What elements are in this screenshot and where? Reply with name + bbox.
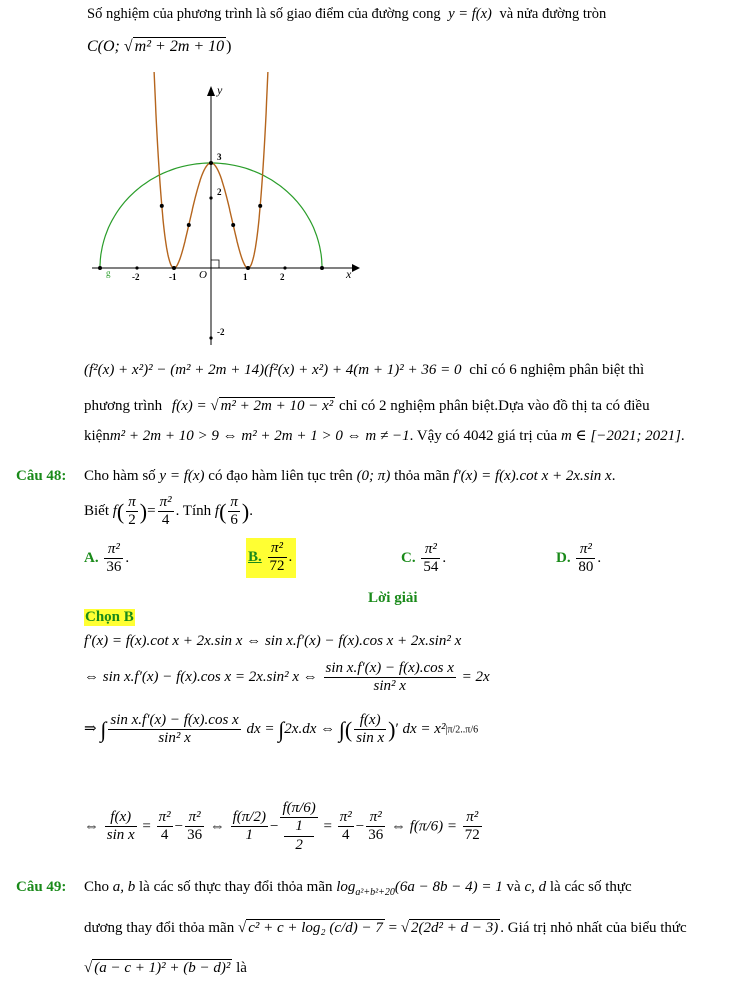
line2-head: phương trình	[84, 398, 163, 414]
line2-tail: chỉ có 2 nghiệm phân biệt.Dựa vào đồ thị ta có điều	[339, 398, 650, 414]
x-tick-label: 1	[243, 272, 248, 282]
graph-point	[172, 266, 176, 270]
line3-head: kiện	[84, 428, 110, 444]
q49-line-2: dương thay đổi thỏa mãn √ c² + c + log₂ (c/d) − 7 = √ 2(2d² + d − 3) . Giá trị nhỏ nhất của biểu thức	[84, 920, 687, 936]
equation: (f²(x) + x²)² − (m² + 2m + 14)(f²(x) + x²) + 4(m + 1)² + 36 = 0	[84, 362, 462, 378]
q48-interval: (0; π)	[356, 468, 391, 484]
y-tick-label: 3	[217, 152, 222, 162]
circle-radicand: m² + 2m + 10	[134, 38, 225, 55]
q49-line-3: √ (a − c + 1)² + (b − d)² là	[84, 960, 247, 976]
q48-ask: . Tính	[175, 503, 212, 520]
origin-label: O	[199, 269, 207, 281]
line3-end: .	[680, 428, 685, 444]
option-b-correct[interactable]: B. $\frac{\text{π²}}{72}$ .	[246, 538, 296, 578]
q48-text3: thỏa mãn	[394, 468, 450, 484]
intro-line-1	[87, 6, 606, 23]
y-axis-arrow	[207, 86, 215, 96]
y-tick-label: -2	[217, 327, 225, 337]
q48-function: y = f(x)	[159, 468, 205, 484]
circle-label: C(O;	[87, 38, 124, 55]
solution-step-2: ⇔ sin x.f′(x) − f(x).cos x = 2x.sin² x ⇔ $\frac{\text{sin x.f′(x) − f(x).cos x}}{\text{sin² x}}$ = 2x	[84, 660, 490, 695]
circle-close: )	[226, 38, 232, 55]
y-tick-label: 2	[217, 187, 222, 197]
graph-point	[160, 204, 164, 208]
q48-label: Câu 48:	[16, 468, 67, 484]
x-tick-mark	[283, 266, 286, 269]
graph-point	[258, 204, 262, 208]
function-graph	[80, 72, 380, 352]
intro-text: Số nghiệm của phương trình là số giao điểm của đường cong	[87, 6, 441, 22]
intro-tail: và nửa đường tròn	[499, 6, 607, 22]
graph-point	[320, 266, 324, 270]
option-d[interactable]: D. $\frac{\text{π²}}{80}$ .	[556, 541, 602, 576]
line3-set: m ∈ [−2021; 2021]	[560, 428, 681, 444]
q48-end: .	[611, 468, 616, 484]
y-axis-label: y	[217, 83, 223, 97]
right-angle-mark	[211, 260, 219, 268]
chosen-answer: Chọn B	[85, 609, 134, 625]
y-tick-mark	[209, 336, 212, 339]
q48-given: Biết f( $\frac{\pi}{2}$ )= $\frac{\text{π²}}{4}$ . Tính f( $\frac{\pi}{6}$ ).	[84, 494, 253, 529]
graph-point	[231, 223, 235, 227]
line3-mid: . Vậy có 4042 giá trị của	[409, 428, 558, 444]
q48-text2: có đạo hàm liên tục trên	[208, 468, 353, 484]
x-tick-label: 2	[280, 272, 285, 282]
line2-radicand: m² + 2m + 10 − x²	[220, 398, 334, 414]
line3-formula: m² + 2m + 10 > 9 ⇔ m² + 2m + 1 > 0 ⇔ m ≠ −1	[109, 428, 410, 444]
q48-text1: Cho hàm số	[84, 468, 156, 484]
reasoning-line-1	[84, 362, 644, 379]
graph-point	[209, 161, 213, 165]
line2-formula: f(x) =	[171, 398, 211, 414]
solution-step-3: ⇒ ∫ $\frac{\text{sin x.f′(x) − f(x).cos x}}{\text{sin² x}}$ dx = ∫2x.dx ⇔ ∫( $\frac{f(x)}{\text{sin x}}$ )′ dx = x²|π/2..π/6	[84, 712, 479, 747]
q48-know: Biết	[84, 503, 109, 520]
extra-label: g	[106, 268, 111, 278]
x-axis-arrow	[352, 264, 360, 272]
solution-step-4: ⇔ $\frac{f(x)}{\text{sin x}}$ = $\frac{\text{π²}}{4}$ − $\frac{\text{π²}}{36}$ ⇔ $\frac{f(\pi/2)}{1}$ − f(π/6) 1 2 = $\frac{\text{π²}}{4}$ − $\frac{\text{π²}}{36}$ ⇔ f(π/6) = $\frac{\text{π²}}{72}$	[84, 800, 480, 853]
x-tick-mark	[135, 266, 138, 269]
q49-line-1: Cho a, b là các số thực thay đổi thỏa mãn $\log_{a^2+b^2+20}(6a - 8b - 4) = 1$ và c, d là các số thực	[84, 879, 632, 898]
option-a[interactable]: A. $\frac{\text{π²}}{36}$ .	[84, 541, 130, 576]
q49-label: Câu 49:	[16, 879, 67, 895]
graph-point	[98, 266, 102, 270]
q48-condition: f′(x) = f(x).cot x + 2x.sin x	[453, 468, 612, 484]
option-c[interactable]: C. $\frac{\text{π²}}{54}$ .	[401, 541, 447, 576]
x-tick-label: -1	[169, 272, 177, 282]
curve-formula: y = f(x)	[448, 6, 492, 22]
semicircle-formula: C(O; √ m² + 2m + 10 )	[87, 38, 232, 55]
solution-title: Lời giải	[368, 590, 418, 606]
x-axis-label: x	[346, 267, 352, 281]
graph-point	[246, 266, 250, 270]
q48-statement	[84, 468, 615, 485]
x-tick-label: -2	[132, 272, 140, 282]
graph-point	[187, 223, 191, 227]
solution-step-1: f′(x) = f(x).cot x + 2x.sin x ⇔ sin x.f′(x) − f(x).cos x + 2x.sin² x	[84, 633, 462, 649]
equation-tail: chỉ có 6 nghiệm phân biệt thì	[469, 362, 645, 378]
y-tick-mark	[209, 196, 212, 199]
reasoning-line-2: phương trình f(x) = √ m² + 2m + 10 − x² chỉ có 2 nghiệm phân biệt.Dựa vào đồ thị ta có điều	[84, 398, 650, 414]
reasoning-line-3	[84, 426, 685, 445]
